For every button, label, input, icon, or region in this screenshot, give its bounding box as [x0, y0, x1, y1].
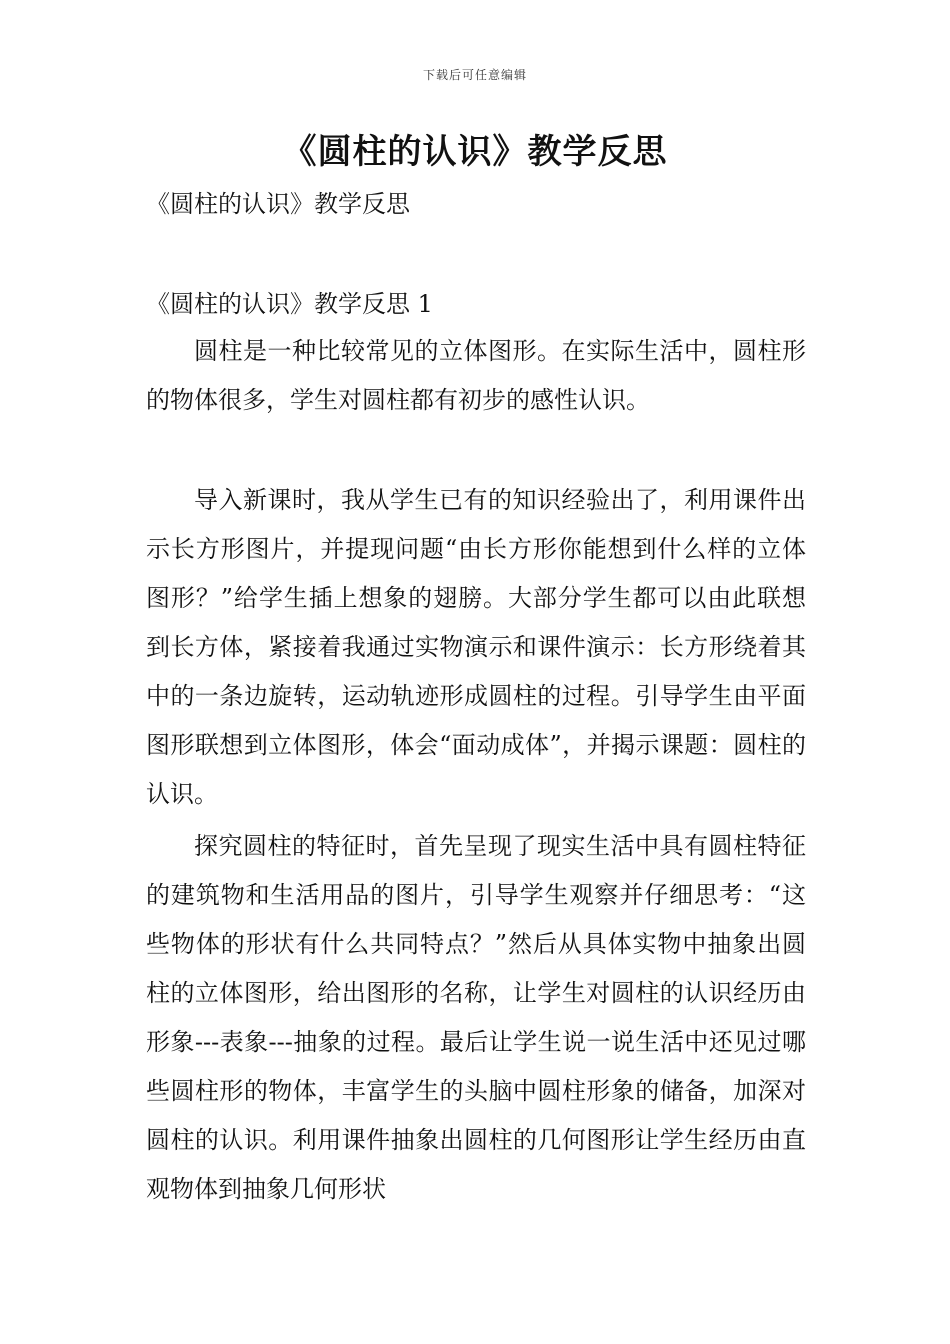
section-heading: 《圆柱的认识》教学反思 1 — [146, 290, 433, 318]
paragraph-1: 圆柱是一种比较常见的立体图形。在实际生活中，圆柱形的物体很多，学生对圆柱都有初步的感性认识。 — [146, 337, 806, 414]
subtitle: 《圆柱的认识》教学反思 — [146, 190, 410, 218]
paragraph-3: 探究圆柱的特征时，首先呈现了现实生活中具有圆柱特征的建筑物和生活用品的图片，引导学生观察并仔细思考：“这些物体的形状有什么共同特点？”然后从具体实物中抽象出圆柱的立体图形，给出图形的名称，让学生对圆柱的认识经历由形象---表象---抽象的过程。最后让学生说一说生活中还见过哪些圆柱形的物体，丰富学生的头脑中圆柱形象的储备，加深对圆柱的认识。利用课件抽象出圆柱的几何图形让学生经历由直观物体到抽象几何形状 — [146, 832, 806, 1203]
paragraph-2: 导入新课时，我从学生已有的知识经验出了，利用课件出示长方形图片，并提现问题“由长方形你能想到什么样的立体图形？”给学生插上想象的翅膀。大部分学生都可以由此联想到长方体，紧接着我通过实物演示和课件演示：长方形绕着其中的一条边旋转，运动轨迹形成圆柱的过程。引导学生由平面图形联想到立体图形，体会“面动成体”，并揭示课题：圆柱的认识。 — [146, 486, 806, 808]
document-title: 《圆柱的认识》教学反思 — [282, 132, 668, 172]
header-note: 下载后可任意编辑 — [422, 68, 527, 82]
